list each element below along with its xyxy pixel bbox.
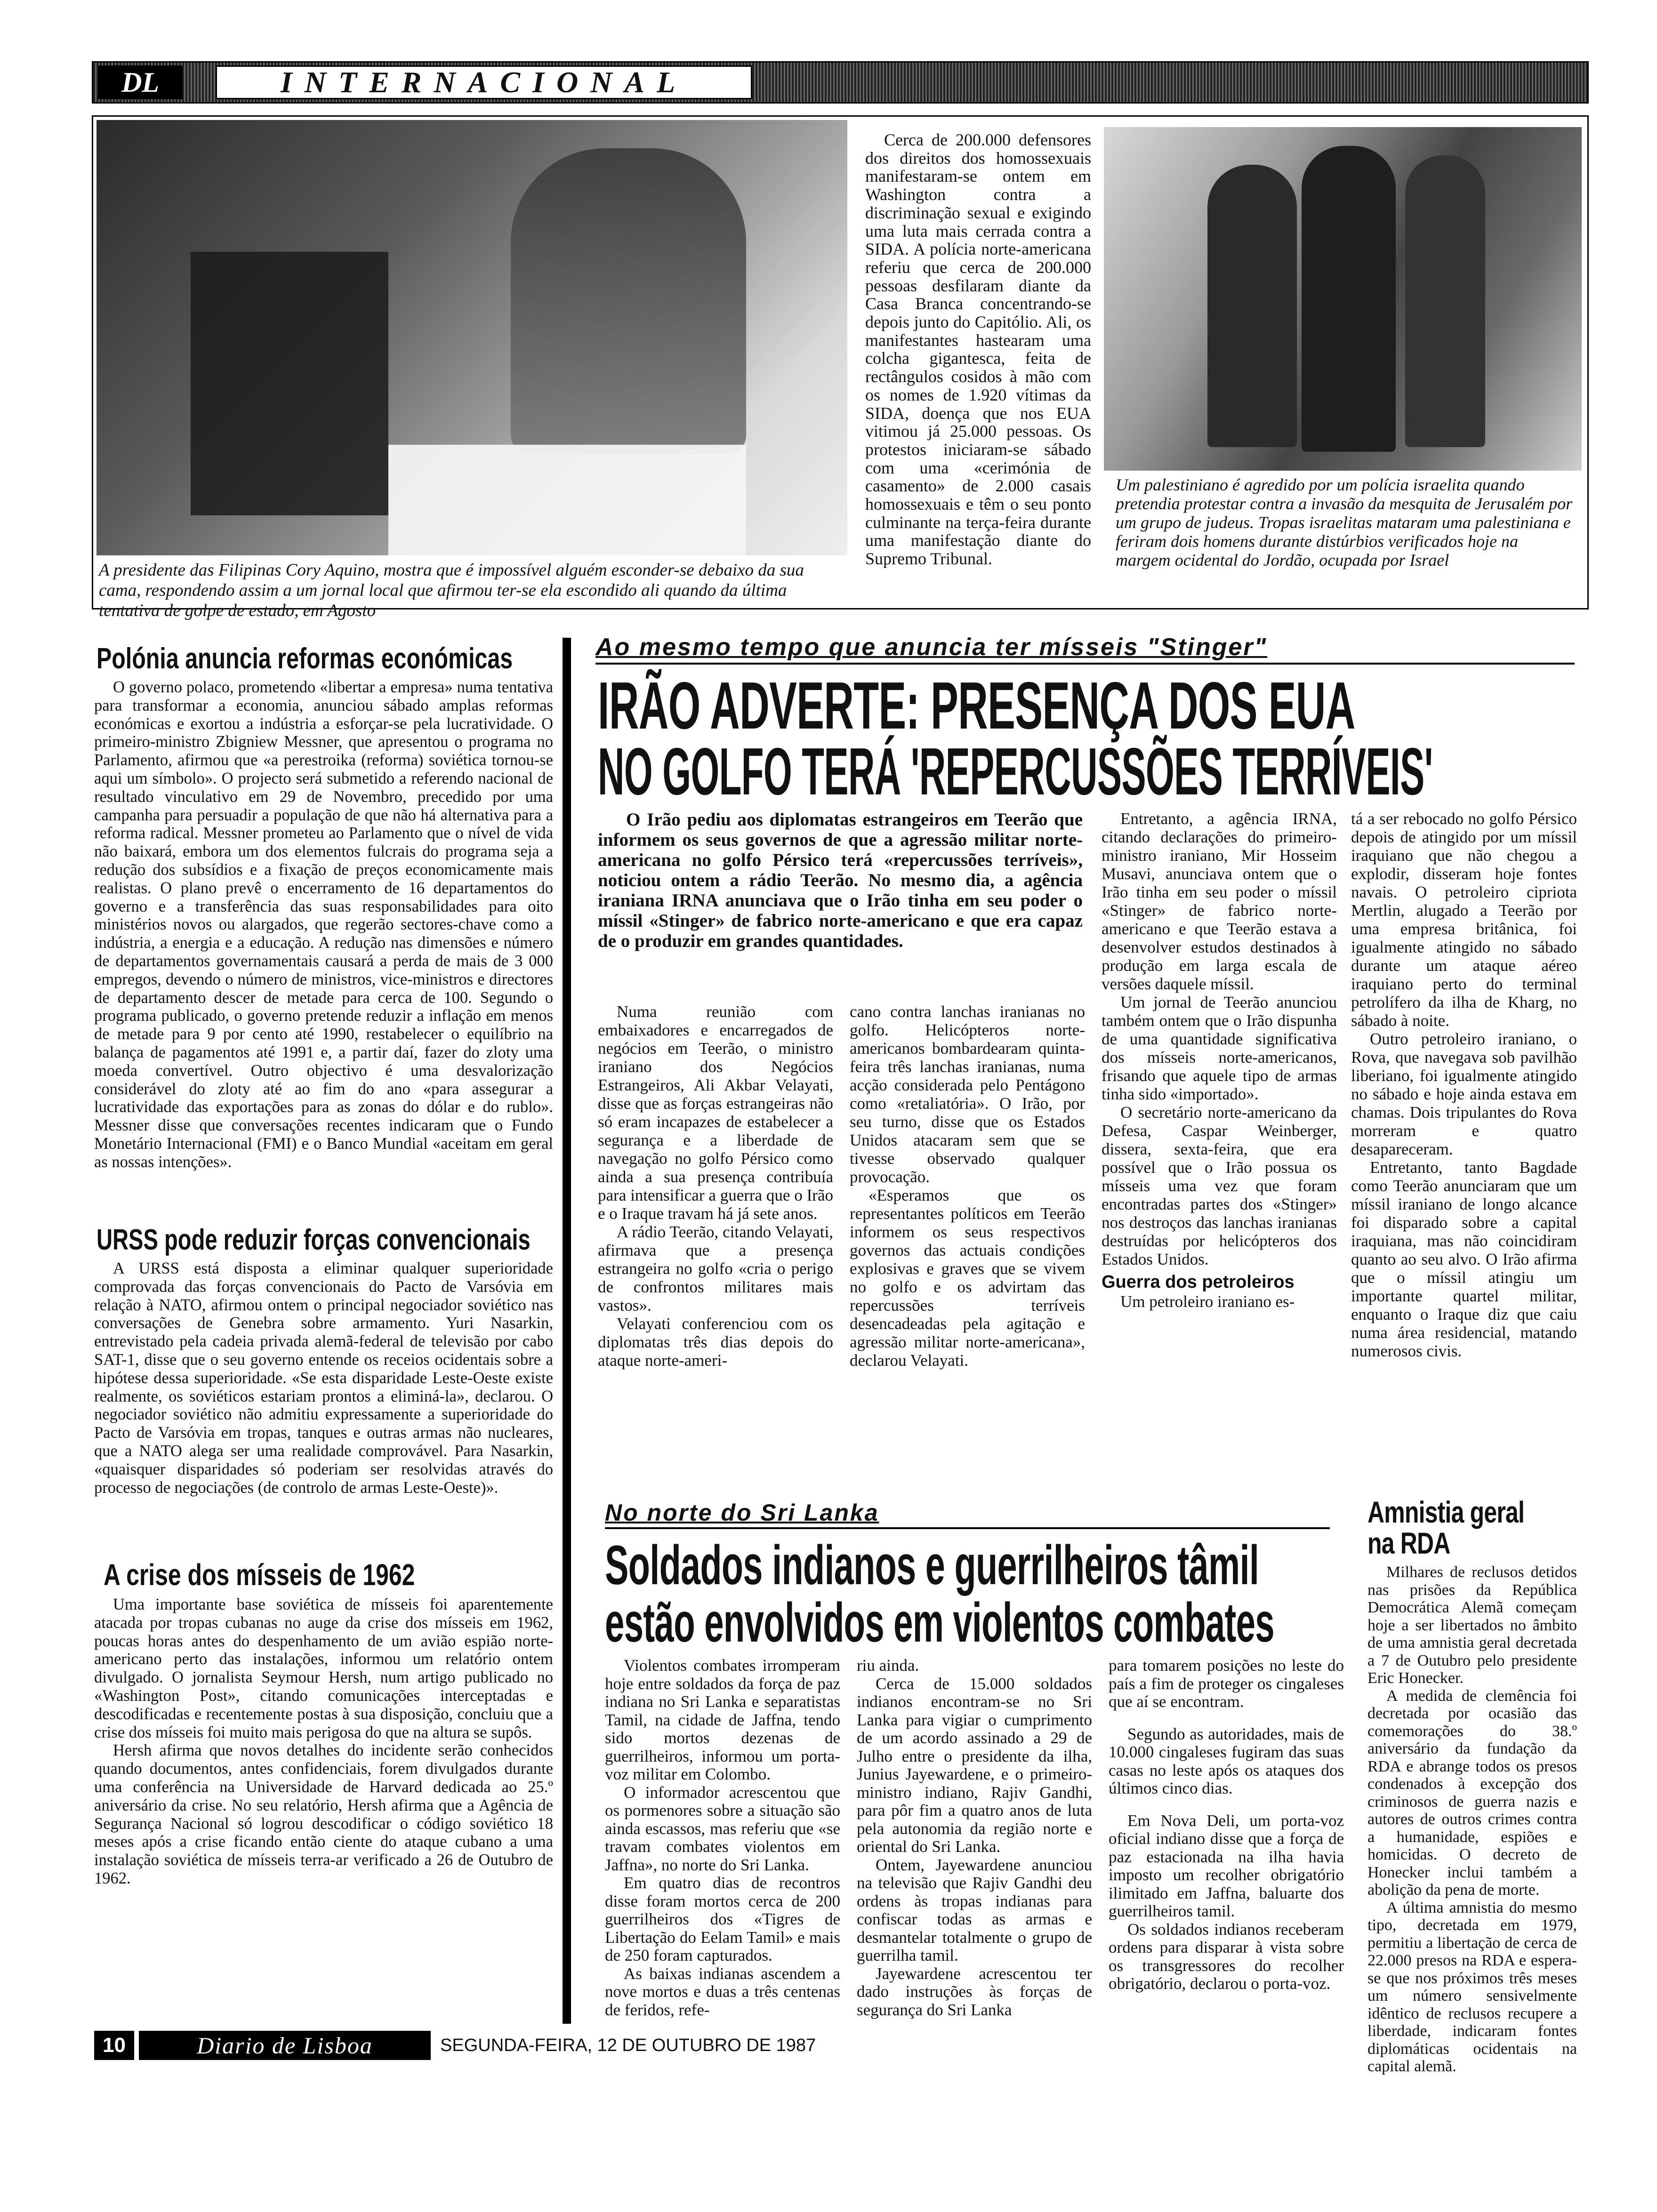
irao-col2 [850, 1002, 1085, 1370]
irao-col2-p1: cano contra lanchas iranianas no golfo. Helicópteros norte-americanos bombardearam quinta-feira três lanchas iranianas, numa acção considerada pelo Pentágono como «retaliatória». O Irão, por seu turno, disse que os Estados Unidos atacaram sem que se tivesse observado qualquer provocação. [850, 1002, 1085, 1186]
srilanka-col2 [857, 1657, 1092, 2019]
irao-kicker [595, 633, 1267, 661]
srilanka-col2-p3: Ontem, Jayewardene anunciou na televisão que Rajiv Gandhi deu ordens às tropas indianas para confiscar todas as armas e desmantelar totalmente o grupo de guerrilha tamil. [857, 1855, 1092, 1964]
urss-headline: URSS pode reduzir forças convencionais [97, 1224, 531, 1256]
srilanka-col2-p1: riu ainda. [857, 1656, 919, 1675]
srilanka-headline [605, 1534, 1339, 1654]
srilanka-col3-p2: Segundo as autoridades, mais de 10.000 cingaleses fugiram das suas casas no leste após os ataques dos últimos cinco dias. [1109, 1724, 1344, 1797]
polonia-article [94, 642, 553, 1171]
footer [94, 2031, 1365, 2064]
irao-col1 [598, 1002, 833, 1370]
irao-kicker-rule [595, 663, 1575, 665]
aquino-caption-box [99, 560, 843, 621]
section-logo [98, 65, 183, 99]
section-title: INTERNACIONAL [280, 65, 688, 99]
section-logo-text: DL [121, 66, 159, 98]
rda-p2: A medida de clemência foi decretada por ocasião das comemorações do 38.º aniversário da fundação da RDA e abrange todos os presos condenados à excepção dos criminosos de guerra nazis e autores de outros crimes contra a humanidade, espiões e homicidas. O decreto de Honecker inclui também a abolição da pena de morte. [1367, 1687, 1577, 1899]
aquino-caption: A presidente das Filipinas Cory Aquino, mostra que é impossível alguém esconder-se debaixo da sua cama, respondendo assim a um jornal local que afirmou ter-se ela escondido ali quando da última tentativa de golpe de estado, em Agosto [99, 561, 804, 620]
irao-col4-p1: tá a ser rebocado no golfo Pérsico depois de atingido por um míssil iraquiano que não chegou a explodir, disseram hoje fontes navais. O petroleiro cipriota Mertlin, alugado a Teerão por uma empresa britânica, foi igualmente atingido no sábado durante um ataque aéreo iraquiano perto do terminal petrolífero da ilha de Kharg, no sábado à noite. [1351, 809, 1577, 1030]
rda-p1: Milhares de reclusos detidos nas prisões da República Democrática Alemã começam hoje a ser libertados no âmbito de uma amnistia geral decretada a 7 de Outubro pelo presidente Eric Honecker. [1367, 1563, 1577, 1687]
rda-p3: A última amnistia do mesmo tipo, decretada em 1979, permitiu a libertação de cerca de 22.000 presos na RDA e espera-se que nos próximos três meses um número sensivelmente idêntico de reclusos recupere a liberdade, indicaram fontes diplomáticas ocidentais na capital alemã. [1367, 1899, 1577, 2075]
irao-col4-p3: Entretanto, tanto Bagdade como Teerão anunciaram que um míssil iraniano de longo alcance foi disparado sobre a capital iraquiana, mas não coincidiram quanto ao seu alvo. O Irão afirma que o míssil atingiu um importante quartel militar, enquanto o Iraque diz que caiu numa área residencial, matando numerosos civis. [1351, 1158, 1577, 1360]
footer-page-number: 10 [103, 2034, 126, 2057]
srilanka-col1-p3: Em quatro dias de recontros disse foram mortos cerca de 200 guerrilheiros dos «Tigres de Libertação do Eelam Tamil» e mais de 250 foram capturados. [605, 1874, 840, 1964]
irao-col2-p2: «Esperamos que os representantes políticos em Teerão informem os seus respectivos governos das actuais condições explosivas e graves que se vivem no golfo e os advirtam das repercussões terríveis desencadeadas pela agitação e agressão militar norte-americana», declarou Velayati. [850, 1186, 1085, 1370]
srilanka-headline-line1: Soldados indianos e guerrilheiros tâmil [605, 1534, 1259, 1596]
irao-col3-p1: Entretanto, a agência IRNA, citando declarações do primeiro-ministro iraniano, Mir Hosseim Musavi, anunciava ontem que o Irão tinha em seu poder o míssil «Stinger» de fabrico norte-americano e que Teerão estava a desenvolver estudos destinados à produção em larga escala de versões daquele míssil. [1102, 809, 1337, 993]
rda-headline-line2: na RDA [1367, 1526, 1450, 1560]
srilanka-col1 [605, 1657, 840, 2019]
rda-headline-line1: Amnistia geral [1367, 1495, 1525, 1529]
footer-masthead-box [139, 2031, 431, 2060]
srilanka-col1-p4: As baixas indianas ascendem a nove mortos e duas a três centenas de feridos, refe- [605, 1964, 840, 2019]
polonia-body: O governo polaco, prometendo «libertar a empresa» numa tentativa para transformar a economia, anunciou sábado amplas reformas económicas e exortou a indústria a esforçar-se pela lucratividade. O primeiro-ministro Zbigniew Messner, que apresentou o programa no Parlamento, afirmou que «a perestroika (reforma) soviética tornou-se aqui um símbolo». O projecto será submetido a referendo nacional de resultado vinculativo em 29 de Novembro, precedido por uma campanha para persuadir a população de que não há alternativa para a reforma radical. Messner prometeu ao Parlamento que o nível de vida não baixará, embora um dos elementos fulcrais do programa seja a redução dos subsídios e a fixação de preços economicamente mais realistas. O plano prevê o encerramento de 16 departamentos do governo e a transferência das suas responsabilidades para oito ministérios novos ou alargados, que regerão sectores-chave como a indústria, a energia e a educação. A redução nas dimensões e número de departamentos governamentais causará a perda de mais de 3 000 empregos, devendo o número de ministros, vice-ministros e directores de departamento descer de metade para cerca de 100. Segundo o programa publicado, o governo pretende reduzir a inflação em menos de metade para 9 por cento até 1990, restabelecer o equilíbrio na balança de pagamentos até 1991 e, a partir daí, fazer do zloty uma moeda convertível. Outro objectivo é uma desvalorização considerável do zloty até ao fim do ano «para assegurar a lucratividade das exportações para as zonas do dólar e do rublo». Messner disse que conversações recentes indicaram que o Fundo Monetário Internacional (FMI) e o Banco Mundial «aceitam em geral as nossas intenções». [94, 678, 553, 1171]
irao-headline [598, 668, 1572, 809]
aquino-photo [97, 120, 847, 555]
srilanka-col3 [1109, 1657, 1344, 1993]
srilanka-col1-p2: O informador acrescentou que os pormenores sobre a situação são ainda escassos, mas referiu que «se travam combates violentos em Jaffna», no norte do Sri Lanka. [605, 1783, 840, 1874]
polonia-headline: Polónia anuncia reformas económicas [97, 642, 513, 675]
footer-masthead: Diario de Lisboa [197, 2032, 373, 2059]
urss-article [94, 1224, 553, 1497]
irao-col3-p3: O secretário norte-americano da Defesa, Caspar Weinberger, dissera, sexta-feira, que era possível que o Irão possua os mísseis uma vez que foram encontradas partes dos «Stinger» nos destroços das lanchas iranianas destruídas por helicópteros dos Estados Unidos. [1102, 1103, 1337, 1268]
irao-lead: O Irão pediu aos diplomatas estrangeiros em Teerão que informem os seus governos de que a agressão militar norte-americana no golfo Pérsico terá «repercussões terríveis», noticiou ontem a rádio Teerão. No mesmo dia, a agência iraniana IRNA anunciava que o Irão tinha em seu poder o míssil «Stinger» de fabrico norte-americano e que era capaz de o produzir em grandes quantidades. [598, 809, 1083, 951]
irao-col3-subhead: Guerra dos petroleiros [1102, 1272, 1295, 1292]
irao-headline-line1: IRÃO ADVERTE: PRESENÇA DOS EUA [598, 668, 1355, 743]
irao-col4 [1351, 809, 1577, 1360]
crise-article [94, 1558, 553, 1888]
palestine-caption-box [1116, 475, 1577, 569]
section-banner [92, 61, 1589, 104]
palestine-caption: Um palestiniano é agredido por um polícia israelita quando pretendia protestar contra a invasão da mesquita de Jerusalém por um grupo de judeus. Tropas israelitas mataram uma palestiniana e feriram dois homens durante distúrbios verificados hoje na margem ocidental do Jordão, ocupada por Israel [1116, 475, 1573, 569]
irao-col3-p4: Um petroleiro iraniano es- [1120, 1292, 1295, 1311]
irao-col3-p2: Um jornal de Teerão anunciou também ontem que o Irão dispunha de uma quantidade significativa dos mísseis norte-americanos, frisando que aquele tipo de armas tinha sido «importado». [1102, 993, 1337, 1103]
palestine-photo [1104, 127, 1582, 471]
washington-text: Cerca de 200.000 defensores dos direitos dos homossexuais manifestaram-se ontem em Washington contra a discriminação sexual e exigindo uma luta mais cerrada contra a SIDA. A polícia norte-americana referiu que cerca de 200.000 pessoas desfilaram diante da Casa Branca concentrando-se depois junto do Capitólio. Ali, os manifestantes hastearam uma colcha gigantesca, feita de rectângulos cosidos à mão com os nomes de 1.920 vítimas da SIDA, doença que nos EUA vitimou já 25.000 pessoas. Os protestos iniciaram-se sábado com uma «cerimónia de casamento» de 2.000 casais homossexuais e têm o seu ponto culminante na terça-feira durante uma manifestação diante do Supremo Tribunal. [865, 130, 1091, 569]
srilanka-col2-p2: Cerca de 15.000 soldados indianos encontram-se no Sri Lanka para vigiar o cumprimento de um acordo assinado a 29 de Julho entre o presidente da ilha, Junius Jayewardene, e o primeiro-ministro indiano, Rajiv Gandhi, para pôr fim a quatro anos de luta pela autonomia da região norte e oriental do Sri Lanka. [857, 1674, 1092, 1856]
irao-col3 [1102, 809, 1337, 1311]
footer-page-number-box [94, 2031, 134, 2060]
srilanka-col3-p1: para tomarem posições no leste do país a fim de proteger os cingaleses que aí se encontram. [1109, 1656, 1344, 1711]
srilanka-col1-p1: Violentos combates irromperam hoje entre soldados da força de paz indiana no Sri Lanka e separatistas Tamil, na cidade de Jaffna, tendo sido mortos dezenas de guerrilheiros, informou um porta-voz militar em Colombo. [605, 1656, 840, 1783]
irao-col1-p2: A rádio Teerão, citando Velayati, afirmava que a presença estrangeira no golfo «cria o perigo de confrontos militares mais vastos». [598, 1223, 833, 1314]
rda-article [1367, 1497, 1577, 2076]
srilanka-headline-line2: estão envolvidos em violentos combates [605, 1592, 1275, 1654]
irao-col1-p1: Numa reunião com embaixadores e encarregados de negócios em Teerão, o ministro iraniano dos Negócios Estrangeiros, Ali Akbar Velayati, disse que as forças estrangeiras não só eram incapazes de estabelecer a segurança e a liberdade de navegação no golfo Pérsico como ainda a sua presença contribuía para intensificar a guerra que o Irão e o Iraque travam há já sete anos. [598, 1002, 833, 1223]
footer-date: SEGUNDA-FEIRA, 12 DE OUTUBRO DE 1987 [440, 2036, 816, 2055]
irao-headline-line2: NO GOLFO TERÁ 'REPERCUSSÕES TERRÍVEIS' [598, 734, 1433, 809]
crise-headline: A crise dos mísseis de 1962 [104, 1558, 415, 1592]
crise-p2: Hersh afirma que novos detalhes do incidente serão conhecidos quando documentos, antes confidenciais, forem divulgados durante uma conferência na Universidade de Harvard dedicada ao 25.º aniversário da crise. No seu relatório, Hersh afirma que a Agência de Segurança Nacional só logrou descodificar o código soviético 18 meses após a crise ficando então ciente do ataque cubano a uma instalação soviética de mísseis terra-ar verificado a 26 de Outubro de 1962. [94, 1741, 553, 1887]
washington-article [865, 131, 1091, 568]
srilanka-kicker-text: No norte do Sri Lanka [605, 1499, 879, 1526]
urss-body: A URSS está disposta a eliminar qualquer superioridade comprovada das forças convencionais do Pacto de Varsóvia em relação à NATO, afirmou ontem o principal negociador soviético nas conversações de Genebra sobre armamento. Yuri Nasarkin, entrevistado pela cadeia privada alemã-federal de televisão por cabo SAT-1, disse que o seu governo entende os receios ocidentais sobre a hipótese dessa superioridade. «Se esta disparidade Leste-Oeste existe realmente, os soviéticos estariam prontos a eliminá-la», declarou. O negociador soviético não admitiu expressamente a superioridade do Pacto de Varsóvia em tropas, tanques e outras armas não nucleares, que a NATO alega ser uma realidade comprovável. Para Nasarkin, «quaisquer disparidades só poderiam ser resolvidas através do processo de negociações (de controlo de armas Leste-Oeste)». [94, 1259, 553, 1497]
section-title-box [216, 65, 752, 99]
irao-col1-p3: Velayati conferenciou com os diplomatas três dias depois do ataque norte-ameri- [598, 1314, 833, 1370]
srilanka-col2-p4: Jayewardene acrescentou ter dado instruções às forças de segurança do Sri Lanka [857, 1964, 1092, 2019]
irao-col4-p2: Outro petroleiro iraniano, o Rova, que navegava sob pavilhão liberiano, foi igualmente atingido no sábado e hoje ainda estava em chamas. Dois tripulantes do Rova morreram e quatro desapareceram. [1351, 1030, 1577, 1158]
srilanka-col3-p4: Os soldados indianos receberam ordens para disparar à vista sobre os transgressores do recolher obrigatório, declarou o porta-voz. [1109, 1920, 1344, 1993]
srilanka-col3-p3: Em Nova Deli, um porta-voz oficial indiano disse que a força de paz estacionada na ilha havia imposto um recolher obrigatório ilimitado em Jaffna, baluarte dos guerrilheiros tamil. [1109, 1811, 1344, 1920]
crise-p1: Uma importante base soviética de mísseis foi aparentemente atacada por tropas cubanas no auge da crise dos mísseis em 1962, poucas horas antes do despenhamento de um avião espião norte-americano perto das instalações, informou um relatório ontem divulgado. O jornalista Seymour Hersh, num artigo publicado no «Washington Post», citando comunicações interceptadas e descodificadas e recentemente postas à sua disposição, concluiu que a crise dos mísseis foi muito mais perigosa do que na altura se supôs. [94, 1595, 553, 1741]
irao-lead-box [598, 809, 1083, 951]
srilanka-kicker-rule [605, 1527, 1330, 1529]
srilanka-kicker [605, 1499, 879, 1526]
column-divider [563, 638, 571, 2024]
irao-kicker-text: Ao mesmo tempo que anuncia ter mísseis "Stinger" [595, 633, 1268, 661]
